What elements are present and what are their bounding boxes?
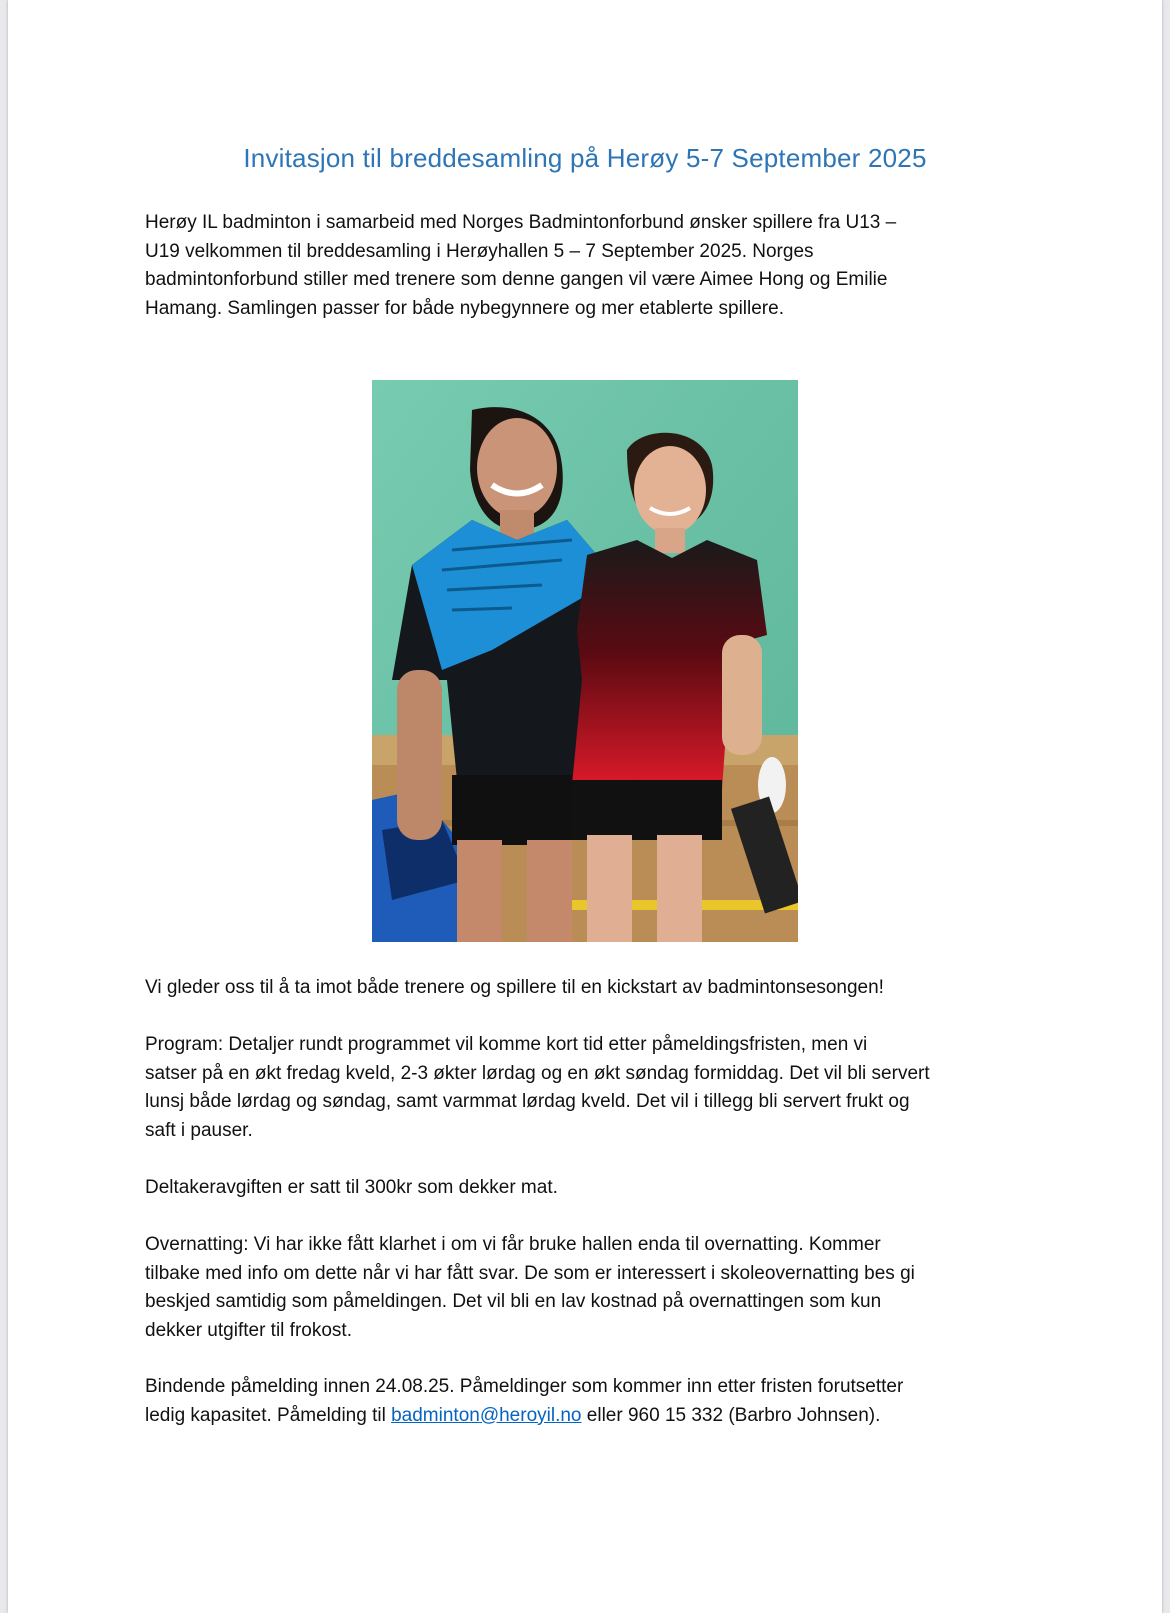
overnight-line: Overnatting: Vi har ikke fått klarhet i om vi får bruke hallen enda til overnatting. Kommer: [145, 1234, 881, 1255]
registration-prefix: ledig kapasitet. Påmelding til: [145, 1404, 392, 1426]
overnight-paragraph: [145, 1231, 1045, 1345]
program-paragraph: [145, 1031, 1045, 1145]
program-line: satser på en økt fredag kveld, 2-3 økter lørdag og en økt søndag formiddag. Det vil bli servert: [145, 1062, 930, 1084]
coaches-photo: [372, 380, 798, 942]
fee-paragraph: Deltakeravgiften er satt til 300kr som dekker mat.: [145, 1177, 558, 1198]
document-title: Invitasjon til breddesamling på Herøy 5-7 September 2025: [243, 143, 927, 173]
intro-line: Hamang. Samlingen passer for både nybegynnere og mer etablerte spillere.: [145, 297, 784, 319]
intro-line: U19 velkommen til breddesamling i Herøyhallen 5 – 7 September 2025. Norges: [145, 240, 814, 262]
overnight-line: beskjed samtidig som påmeldingen. Det vil bli en lav kostnad på overnattingen som kun: [145, 1291, 882, 1312]
overnight-line: tilbake med info om dette når vi har fått svar. De som er interessert i skoleovernatting bes gi: [145, 1262, 915, 1284]
intro-paragraph: [145, 209, 1045, 323]
program-line: lunsj både lørdag og søndag, samt varmmat lørdag kveld. Det vil i tillegg bli servert frukt og: [145, 1091, 910, 1112]
program-line: Program: Detaljer rundt programmet vil komme kort tid etter påmeldingsfristen, men vi: [145, 1034, 868, 1055]
registration-paragraph: [145, 1373, 1045, 1430]
document-page: [8, 0, 1162, 1613]
email-link[interactable]: badminton@heroyil.no: [391, 1404, 582, 1426]
registration-line: [145, 1402, 1045, 1431]
overnight-line: dekker utgifter til frokost.: [145, 1319, 352, 1341]
intro-line: Herøy IL badminton i samarbeid med Norges Badmintonforbund ønsker spillere fra U13 –: [145, 212, 897, 233]
welcome-paragraph: Vi gleder oss til å ta imot både trenere og spillere til en kickstart av badmintonsesongen!: [145, 977, 884, 998]
registration-line: Bindende påmelding innen 24.08.25. Påmeldinger som kommer inn etter fristen forutsetter: [145, 1376, 904, 1397]
program-line: saft i pauser.: [145, 1119, 253, 1141]
intro-line: badmintonforbund stiller med trenere som denne gangen vil være Aimee Hong og Emilie: [145, 269, 888, 290]
registration-suffix: eller 960 15 332 (Barbro Johnsen).: [581, 1404, 881, 1426]
